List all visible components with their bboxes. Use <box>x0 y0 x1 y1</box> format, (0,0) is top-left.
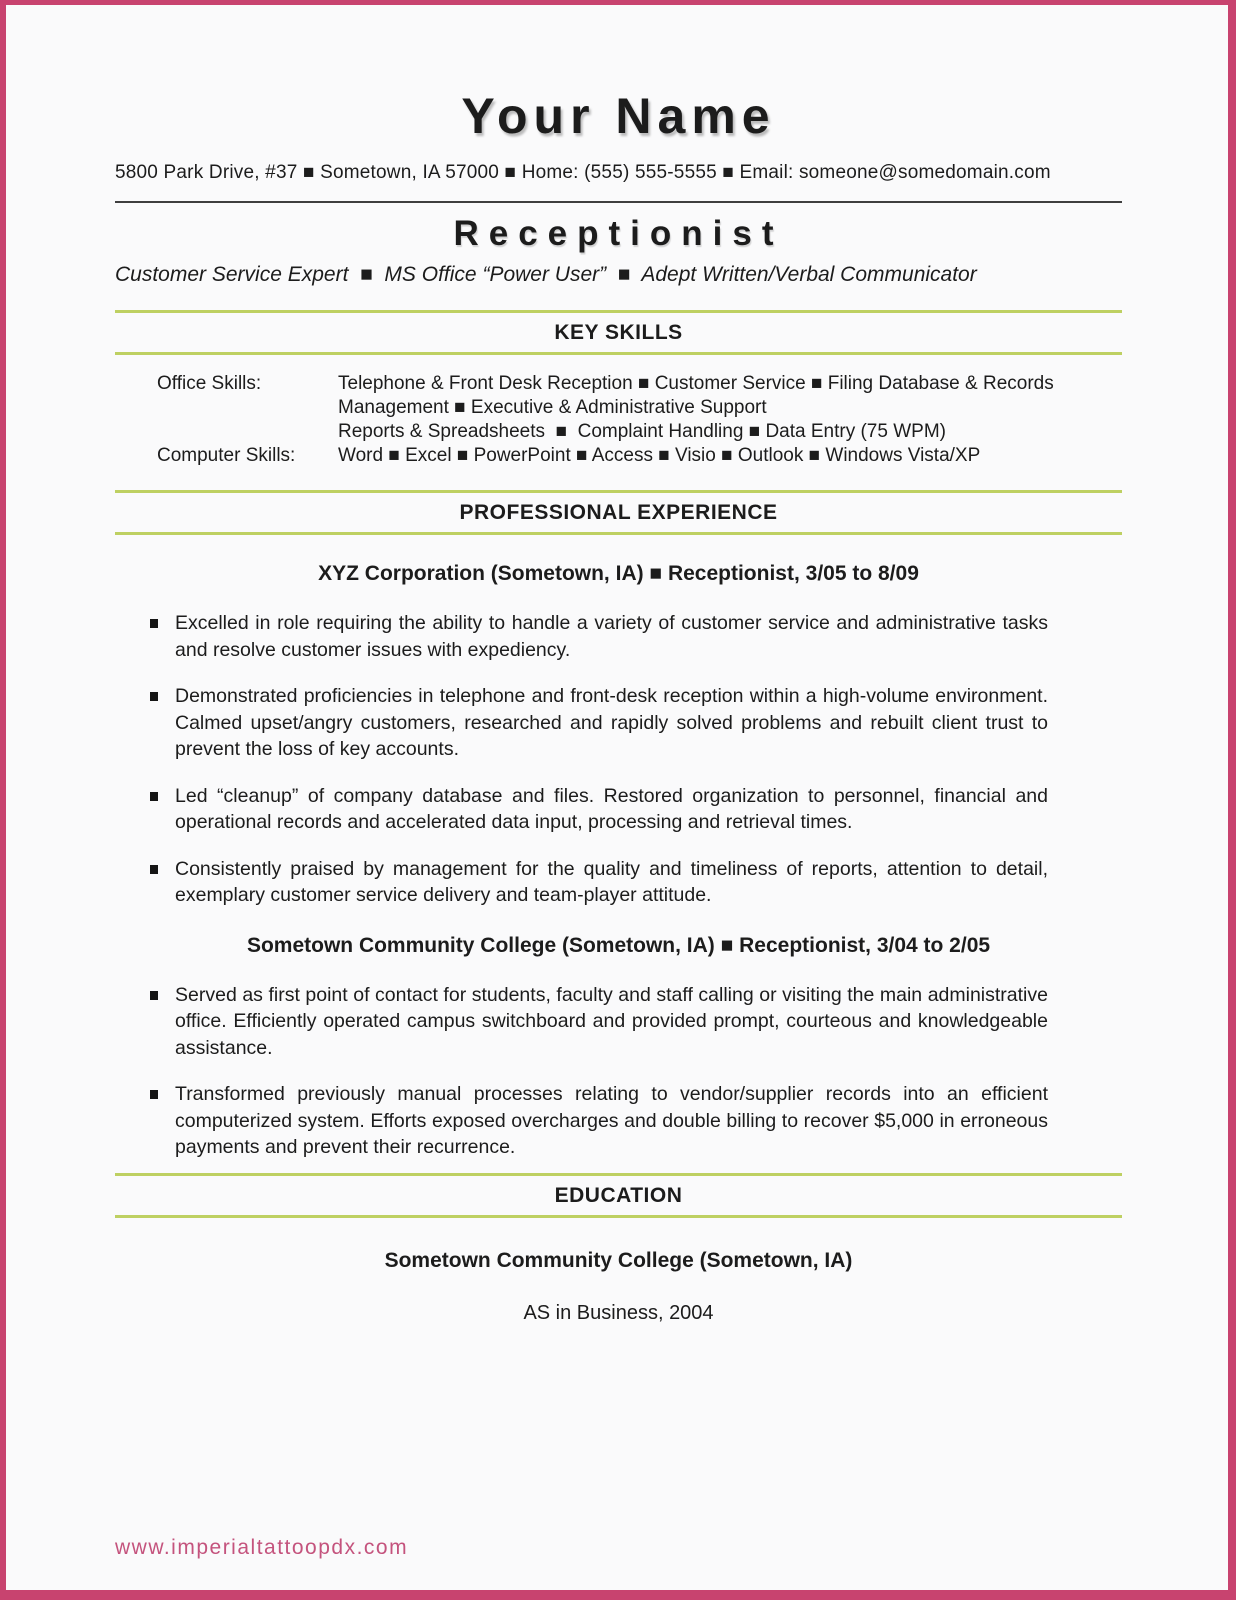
key-skills-section-header <box>115 310 1122 355</box>
office-skills-label: Office Skills: <box>157 373 262 394</box>
job-1-bullet-2: Demonstrated proficiencies in telephone and front-desk reception within a high-volume environment. Calmed upset/angry customers, researched and rapidly solved problems and rebuilt client trust to prevent the loss of key accounts. <box>175 685 1048 760</box>
job-2-bullet-2: Transformed previously manual processes relating to vendor/supplier records into an efficient computerized system. Efforts exposed overcharges and double billing to recover $5,000 in erroneous payments and prevent their recurrence. <box>175 1083 1048 1158</box>
office-skills-content <box>338 372 1122 444</box>
education-school: Sometown Community College (Sometown, IA) <box>384 1248 853 1272</box>
person-name: Your Name <box>461 88 776 144</box>
watermark: www.imperialtattoopdx.com <box>115 1536 409 1559</box>
list-item <box>150 783 1048 836</box>
experience-heading: PROFESSIONAL EXPERIENCE <box>459 501 778 524</box>
resume-content <box>6 89 1228 1326</box>
computer-skills-label: Computer Skills: <box>157 445 296 466</box>
list-item <box>150 683 1048 763</box>
bullet-square-icon <box>150 619 158 628</box>
list-item <box>150 856 1048 909</box>
list-item <box>150 610 1048 663</box>
job-1-bullet-list <box>115 610 1122 909</box>
tagline: Customer Service Expert ■ MS Office “Power User” ■ Adept Written/Verbal Communicator <box>115 263 977 286</box>
computer-skills-content <box>338 444 1122 468</box>
bullet-square-icon <box>150 991 158 1000</box>
job-1-bullet-4: Consistently praised by management for the quality and timeliness of reports, attention to detail, exemplary customer service delivery and team-player attitude. <box>175 857 1048 906</box>
skills-table <box>115 372 1122 468</box>
bullet-square-icon <box>150 1090 158 1099</box>
job-1-heading: XYZ Corporation (Sometown, IA) ■ Receptionist, 3/05 to 8/09 <box>318 562 919 585</box>
education-heading: EDUCATION <box>554 1183 683 1207</box>
office-skills-line-1: Telephone & Front Desk Reception ■ Customer Service ■ Filing Database & Records <box>338 373 1054 394</box>
job-2-heading: Sometown Community College (Sometown, IA) ■ Receptionist, 3/04 to 2/05 <box>246 933 991 957</box>
education-section-header <box>115 1173 1122 1218</box>
key-skills-heading: KEY SKILLS <box>554 321 683 344</box>
office-skills-line-2: Management ■ Executive & Administrative Support <box>338 397 767 418</box>
header-divider <box>115 201 1122 203</box>
list-item <box>150 1081 1048 1161</box>
resume-title: Receptionist <box>453 214 784 253</box>
computer-skills-line-1: Word ■ Excel ■ PowerPoint ■ Access ■ Visio ■ Outlook ■ Windows Vista/XP <box>338 445 981 466</box>
list-item <box>150 982 1048 1062</box>
job-1-bullet-1: Excelled in role requiring the ability to handle a variety of customer service and administrative tasks and resolve customer issues with expediency. <box>175 612 1048 661</box>
bullet-square-icon <box>150 865 158 874</box>
bullet-square-icon <box>150 692 158 701</box>
office-skills-line-3: Reports & Spreadsheets ■ Complaint Handling ■ Data Entry (75 WPM) <box>338 421 946 442</box>
office-skills-row <box>115 372 1122 444</box>
contact-line: 5800 Park Drive, #37 ■ Sometown, IA 57000 ■ Home: (555) 555-5555 ■ Email: someone@somedomain.com <box>115 162 1051 183</box>
experience-section-header <box>115 490 1122 535</box>
job-2-bullet-1: Served as first point of contact for students, faculty and staff calling or visiting the main administrative office. Efficiently operated campus switchboard and provided prompt, courteous and knowledgeable assistance. <box>175 983 1048 1059</box>
bullet-square-icon <box>150 792 158 801</box>
job-1-bullet-3: Led “cleanup” of company database and files. Restored organization to personnel, financial and operational records and accelerated data input, processing and retrieval times. <box>175 784 1048 833</box>
job-2-bullet-list <box>115 982 1122 1161</box>
education-degree: AS in Business, 2004 <box>523 1301 714 1324</box>
computer-skills-row <box>115 444 1122 468</box>
